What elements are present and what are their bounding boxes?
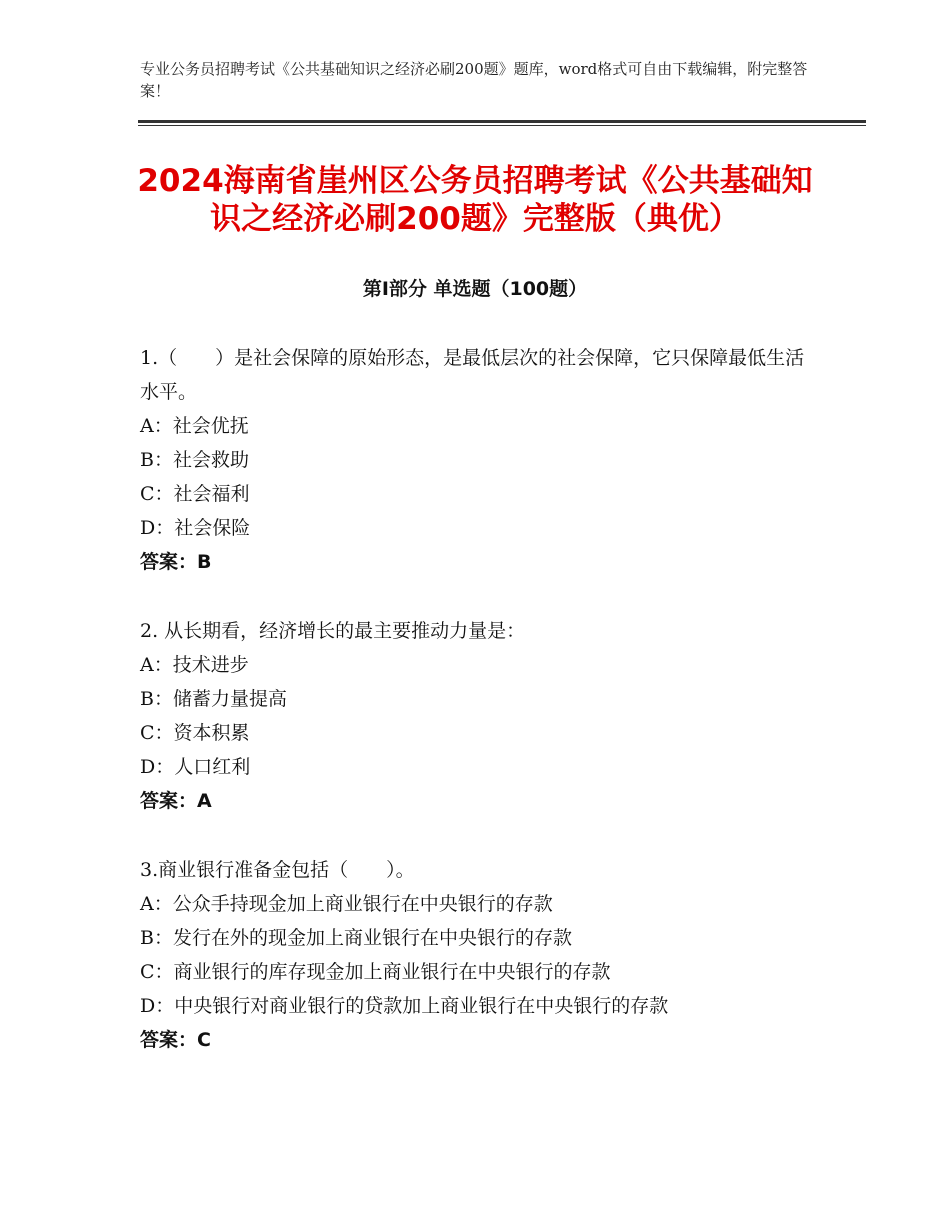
- header-divider: [138, 120, 866, 123]
- document-title: 2024海南省崖州区公务员招聘考试《公共基础知识之经济必刷200题》完整版（典优）: [137, 163, 813, 237]
- header-divider-thin: [138, 125, 866, 126]
- option-b: B：储蓄力量提高: [140, 688, 287, 710]
- answer-line: 答案：B: [140, 551, 212, 573]
- option-a: A：社会优抚: [140, 415, 249, 437]
- option-c: C：资本积累: [140, 722, 250, 744]
- answer-line: 答案：A: [140, 790, 212, 812]
- option-d: D：社会保险: [140, 517, 251, 539]
- question-block: [140, 341, 820, 579]
- option-c: C：商业银行的库存现金加上商业银行在中央银行的存款: [140, 961, 611, 983]
- question-stem: 2. 从长期看，经济增长的最主要推动力量是：: [140, 620, 526, 642]
- section-title: 第Ⅰ部分 单选题（100题）: [362, 278, 588, 300]
- option-d: D：中央银行对商业银行的贷款加上商业银行在中央银行的存款: [140, 995, 669, 1017]
- option-d: D：人口红利: [140, 756, 251, 778]
- header-note: 专业公务员招聘考试《公共基础知识之经济必刷200题》题库，word格式可自由下载编辑，附完整答案！: [140, 60, 808, 100]
- option-a: A：技术进步: [140, 654, 249, 676]
- question-block: [140, 853, 820, 1057]
- option-a: A：公众手持现金加上商业银行在中央银行的存款: [140, 893, 553, 915]
- option-b: B：发行在外的现金加上商业银行在中央银行的存款: [140, 927, 572, 949]
- question-stem: 1.（ ）是社会保障的原始形态，是最低层次的社会保障，它只保障最低生活水平。: [140, 347, 805, 403]
- question-block: [140, 614, 820, 818]
- option-b: B：社会救助: [140, 449, 249, 471]
- option-c: C：社会福利: [140, 483, 250, 505]
- question-stem: 3.商业银行准备金包括（ ）。: [140, 859, 415, 881]
- answer-line: 答案：C: [140, 1029, 211, 1051]
